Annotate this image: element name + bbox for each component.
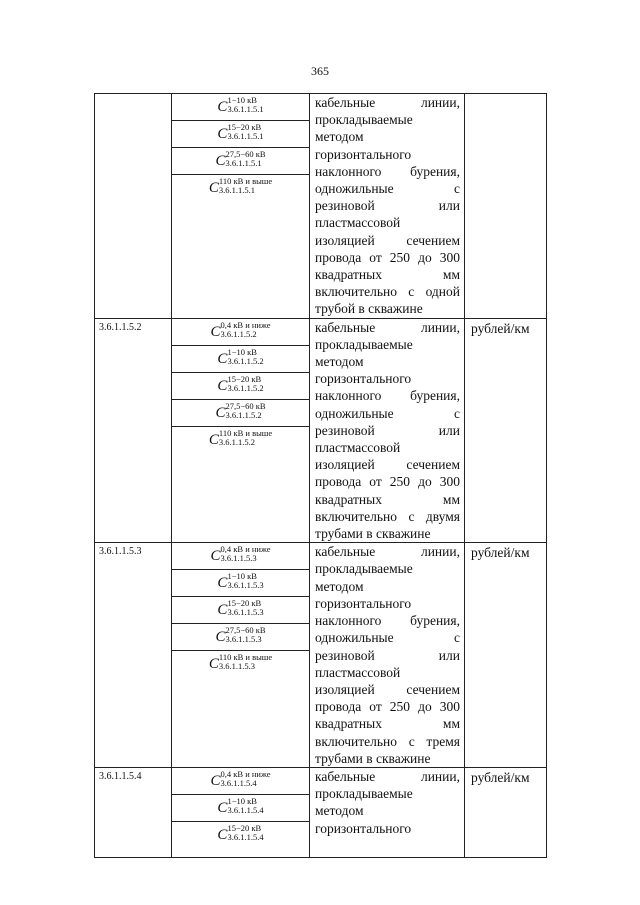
description-line: горизонтального [315, 371, 412, 387]
description-line: квадратных мм [315, 491, 460, 507]
rate-symbol [172, 175, 309, 201]
symbol-letter: C [217, 377, 228, 394]
description-line: кабельные линии, [315, 319, 460, 335]
rate-symbol [172, 768, 309, 795]
voltage-label: 1−10 кВ [227, 346, 257, 357]
description-line: включительно с одной [315, 284, 460, 300]
description-line: квадратных мм [315, 267, 460, 283]
symbol-index: 3.6.1.1.5.4 [227, 831, 264, 842]
description-line: кабельные линии, [315, 768, 460, 784]
rate-symbol [172, 570, 309, 597]
description-line: прокладываемые [315, 112, 413, 128]
symbol-index: 3.6.1.1.5.2 [227, 355, 264, 366]
rate-symbol [172, 822, 309, 848]
description-line: трубами в скважине [315, 750, 431, 766]
symbol-cell [172, 318, 310, 543]
symbol-index: 3.6.1.1.5.3 [227, 607, 264, 618]
rate-symbol [172, 427, 309, 453]
symbol-cell [172, 94, 310, 319]
symbol-letter: C [210, 323, 221, 340]
description-line: провода от 250 до 300 [315, 249, 460, 265]
symbol-letter: C [208, 656, 219, 673]
voltage-label: 1−10 кВ [227, 95, 257, 105]
description-line: квадратных мм [315, 716, 460, 732]
symbol-letter: C [217, 350, 228, 367]
voltage-label: 15−20 кВ [227, 373, 262, 384]
symbol-index: 3.6.1.1.5.2 [220, 328, 257, 339]
description-line: прокладываемые [315, 786, 413, 802]
rate-symbol [172, 121, 309, 148]
unit [465, 94, 547, 319]
symbol-letter: C [217, 126, 228, 142]
rates-table-body [95, 94, 547, 858]
symbol-letter: C [210, 548, 221, 565]
page-number: 365 [311, 64, 329, 78]
voltage-label: 27,5−60 кВ [225, 625, 266, 636]
rate-symbol [172, 346, 309, 373]
item-code: 3.6.1.1.5.3 [95, 543, 172, 768]
unit: рублей/км [465, 318, 547, 543]
voltage-label: 1−10 кВ [227, 795, 257, 806]
symbol-letter: C [217, 575, 228, 592]
rate-symbol [172, 94, 309, 121]
description-line: резиновой или [315, 422, 460, 438]
rate-symbol [172, 400, 309, 427]
description-line: наклонного бурения, [315, 163, 460, 179]
description-line: включительно с двумя [315, 508, 460, 524]
description-line: методом [315, 803, 364, 819]
table-row [95, 767, 547, 857]
item-code: 3.6.1.1.5.4 [95, 767, 172, 857]
description-line: наклонного бурения, [315, 388, 460, 404]
voltage-label: 110 кВ и выше [218, 176, 273, 186]
rate-symbol [172, 373, 309, 400]
symbol-index: 3.6.1.1.5.1 [227, 104, 264, 114]
description-line: изоляцией сечением [315, 681, 460, 697]
voltage-label: 15−20 кВ [227, 822, 262, 833]
symbol-index: 3.6.1.1.5.2 [218, 436, 256, 447]
voltage-label: 27,5−60 кВ [225, 149, 266, 159]
rate-symbol [172, 624, 309, 651]
symbol-index: 3.6.1.1.5.4 [227, 804, 264, 815]
voltage-label: 110 кВ и выше [218, 427, 273, 438]
description-line: включительно с тремя [315, 733, 460, 749]
symbol-cell [172, 767, 310, 857]
description [310, 94, 465, 319]
description-line: провода от 250 до 300 [315, 474, 460, 490]
description-line: кабельные линии, [315, 95, 460, 110]
description-line: прокладываемые [315, 561, 413, 577]
rate-symbol [172, 543, 309, 570]
rate-symbol [172, 597, 309, 624]
voltage-label: 1−10 кВ [227, 571, 257, 582]
description-line: одножильные с [315, 405, 460, 421]
unit: рублей/км [465, 543, 547, 768]
voltage-label: 0,4 кВ и ниже [220, 544, 271, 555]
rate-symbol [172, 319, 309, 346]
description-line: пластмассовой [315, 440, 401, 456]
description-line: прокладываемые [315, 336, 413, 352]
symbol-index: 3.6.1.1.5.3 [227, 580, 264, 591]
voltage-label: 0,4 кВ и ниже [220, 768, 271, 779]
description-line: одножильные с [315, 630, 460, 646]
symbol-index: 3.6.1.1.5.2 [225, 409, 262, 420]
description-line: методом [315, 129, 364, 145]
description-line: пластмассовой [315, 664, 401, 680]
voltage-label: 15−20 кВ [227, 122, 262, 132]
symbol-letter: C [215, 629, 226, 646]
voltage-label: 27,5−60 кВ [225, 400, 266, 411]
symbol-letter: C [217, 602, 228, 619]
symbol-letter: C [208, 431, 219, 448]
symbol-index: 3.6.1.1.5.4 [220, 777, 257, 788]
symbol-index: 3.6.1.1.5.1 [218, 185, 256, 195]
description-line: кабельные линии, [315, 544, 460, 560]
description-line: резиновой или [315, 198, 460, 214]
description-line: провода от 250 до 300 [315, 699, 460, 715]
symbol-index: 3.6.1.1.5.1 [227, 131, 264, 141]
symbol-index: 3.6.1.1.5.2 [227, 382, 264, 393]
description-line: горизонтального [315, 595, 412, 611]
rate-symbol [172, 148, 309, 175]
description [310, 318, 465, 543]
rate-symbol [172, 795, 309, 822]
symbol-index: 3.6.1.1.5.1 [225, 158, 262, 168]
description-line: одножильные с [315, 181, 460, 197]
description-line: пластмассовой [315, 215, 401, 231]
symbol-letter: C [215, 404, 226, 421]
rate-symbol [172, 651, 309, 677]
description-line: изоляцией сечением [315, 232, 460, 248]
description-line: методом [315, 354, 364, 370]
rates-table [94, 93, 547, 858]
table-row [95, 94, 547, 319]
symbol-letter: C [217, 799, 228, 816]
symbol-letter: C [217, 99, 228, 115]
description-line: горизонтального [315, 146, 412, 162]
symbol-cell [172, 543, 310, 768]
voltage-label: 0,4 кВ и ниже [220, 319, 271, 330]
description-line: методом [315, 578, 364, 594]
description-line: горизонтального [315, 820, 412, 836]
symbol-index: 3.6.1.1.5.3 [220, 553, 257, 564]
description [310, 767, 465, 857]
description-line: наклонного бурения, [315, 613, 460, 629]
symbol-letter: C [215, 153, 226, 169]
table-row [95, 543, 547, 768]
description-line: резиновой или [315, 647, 460, 663]
voltage-label: 15−20 кВ [227, 598, 262, 609]
item-code: 3.6.1.1.5.2 [95, 318, 172, 543]
voltage-label: 110 кВ и выше [218, 652, 273, 663]
symbol-letter: C [217, 826, 228, 843]
item-code [95, 94, 172, 319]
description-line: изоляцией сечением [315, 457, 460, 473]
symbol-index: 3.6.1.1.5.3 [218, 661, 256, 672]
symbol-letter: C [208, 180, 219, 196]
symbol-letter: C [210, 772, 221, 789]
unit: рублей/км [465, 767, 547, 857]
symbol-index: 3.6.1.1.5.3 [225, 634, 262, 645]
description-line: трубой в скважине [315, 301, 423, 317]
description-line: трубами в скважине [315, 526, 431, 542]
table-row [95, 318, 547, 543]
description [310, 543, 465, 768]
